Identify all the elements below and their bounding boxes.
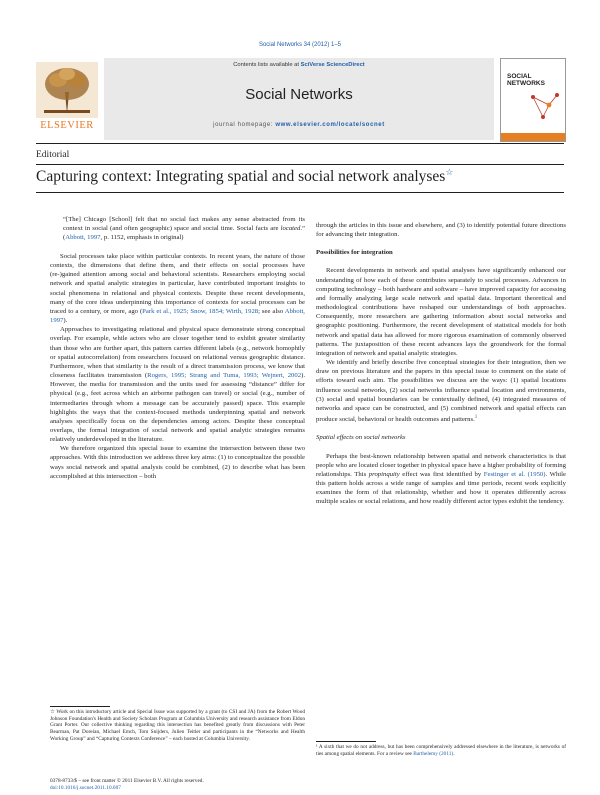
journal-title: Social Networks — [245, 86, 353, 103]
paragraph: Recent developments in network and spatial analyses have significantly enhanced our understanding of how each of these contributes separately to social processes. Advances in computing technology – both hardware and software – have improved capacity for accessing and formally analyzing large scale network and spatial data. Important theoretical and methodological contributions have reshaped our understandings of both approaches. Consequently, more researchers are gathering information about social networks and geographic positioning. Furthermore, the recent development of statistical models for both network and spatial data has allowed for more rigorous examination of commonly observed patterns. The juxtaposition of these recent advances lays the groundwork for the formal integration of network and spatial analytic strategies. — [316, 267, 566, 357]
paragraph: Perhaps the best-known relationship between spatial and network characteristics is that people who are located closer together in physical space have a higher probability of forming relationships. This propinquity effect was first identified by Festinger et al. (1950). While this pattern holds across a wide range of samples and time periods, recent work explicitly examines the form of that relationship, whether and how it operates differently across multiple scales or social relations, and how readily different actor types exhibit the tendency. — [316, 452, 566, 506]
right-column — [316, 221, 566, 506]
homepage-link[interactable]: www.elsevier.com/locate/socnet — [275, 122, 385, 128]
citation-link[interactable]: Abbott, 1997 — [50, 307, 305, 325]
citation-link[interactable]: Rogers, 1995; Strang and Tuma, 1993; Wejnert, 2002 — [147, 372, 302, 380]
header-rule — [36, 143, 564, 144]
footnote-rule — [50, 706, 110, 707]
citation-link[interactable]: Festinger et al. (1950) — [483, 470, 546, 478]
section-label: Editorial — [36, 150, 70, 160]
paragraph: We therefore organized this special issue to examine the intersection between these two approaches. With this introduction we address three key aims: (1) to conceptualize the possible ways social network and spatial analysis could be combined, (2) to describe what has been accomplished at this intersection – both — [50, 445, 305, 480]
title-rule — [36, 192, 564, 193]
cover-network-graphic — [529, 91, 561, 121]
contents-availability — [104, 62, 494, 68]
journal-citation: Social Networks 34 (2012) 1–5 — [258, 42, 342, 48]
subsection-heading: Spatial effects on social networks — [316, 434, 406, 442]
homepage-prefix: journal homepage: — [213, 122, 276, 128]
publisher-wordmark: ELSEVIER — [40, 120, 94, 131]
issn-line: 0378-8733/$ – see front matter © 2011 Elsevier B.V. All rights reserved. — [50, 778, 204, 784]
epigraph-quote: “[The] Chicago [School] felt that no social fact makes any sense abstracted from its context in social (and often geographic) space and social time. Social facts are located.” (Abbott, 1997, p. 1152, emphasis in original) — [63, 216, 305, 242]
journal-cover-thumbnail — [500, 58, 566, 142]
footnote-mark[interactable]: 1 — [474, 414, 478, 420]
section-rule — [36, 164, 564, 165]
contents-prefix: Contents lists available at — [233, 62, 301, 68]
section-heading: Possibilities for integration — [316, 249, 393, 257]
doi-link[interactable]: doi:10.1016/j.socnet.2011.10.007 — [50, 785, 121, 791]
footnote-1: ¹ A sixth that we do not address, but has been comprehensively addressed elsewhere in the literature, is networks of ties among spatial elements. For a review see Barthelemy (2011). — [316, 744, 566, 757]
citation-link[interactable]: Park et al., 1925; Snow, 1854; Wirth, 1928 — [142, 307, 259, 315]
title-footnote-mark[interactable]: ☆ — [445, 167, 454, 177]
paragraph: We identify and briefly describe five conceptual strategies for their integration, then we draw on previous literature and the papers in this special issue to comment on the state of efforts toward each aim. The possibilities we discuss are the ways: (1) spatial locations influence social networks, (2) social networks influence spatial location and environments, (3) social and spatial boundaries can be contextually defined, (4) integrated measures of networks and space can be constructed, and (5) combined network and spatial effects can produce social, behavioral or health outcomes and patterns.$^1$ — [316, 359, 566, 424]
cover-title: SOCIAL NETWORKS — [507, 73, 545, 87]
paragraph: Social processes take place within particular contexts. In recent years, the nature of those contexts, the dimensions that define them, and their effects on social processes have (re-)gained attention among social and behavioral scientists. Researchers employing social network and spatial analytic strategies in particular, have contributed important insights to social phenomena in relational and physical contexts. Despite these recent developments, many of the core ideas underpinning this importance of contexts for social processes can be traced to a century, or more, ago (Park et al., 1925; Snow, 1854; Wirth, 1928; see also Abbott, 1997). — [50, 253, 305, 325]
abbott-citation-link[interactable]: Abbott, 1997 — [65, 234, 101, 242]
left-column — [50, 252, 305, 481]
paragraph: Approaches to investigating relational and physical space demonstrate strong conceptual overlap. For example, while actors who are closer together tend to exhibit greater similarity than those who are further apart, this pattern carries different labels (e.g., network homophily or spatial autocorrelation) from researchers focused on relational versus geographic distance. Furthermore, when that similarity is the result of a direct transmission process, we know that closeness facilitates transmission (Rogers, 1995; Strang and Tuma, 1993; Wejnert, 2002). However, the media for transmission and the units used for assessing “distance” differ for physical (e.g., feet across which an airborne pathogen can travel) or social (e.g., number of intermediaries through whom a message can be accurately passed) space. This example highlights the ways that the context-focused methods underpinning spatial and network analyses specifically focus on the dependencies among actors. Despite these conceptual overlaps, the formal integration of social network and spatial analytic strategies remains relatively underdeveloped in the literature. — [50, 326, 305, 444]
citation-link[interactable]: Barthelemy (2011) — [413, 750, 454, 757]
article-title — [36, 167, 453, 186]
paragraph: through the articles in this issue and elsewhere, and (3) to identify potential future directions for advancing their integration. — [316, 222, 566, 239]
sciencedirect-link[interactable]: SciVerse ScienceDirect — [300, 62, 365, 68]
journal-homepage — [104, 122, 494, 128]
footnote-rule — [316, 741, 376, 742]
footnote-acknowledgement: ☆ Work on this introductory article and Special Issue was supported by a grant (to CSI and JA) from the Robert Wood Johnson Foundation's Health and Society Scholars Program at Columbia University and research assistance from Eldon Grant Porter. Our collective thinking regarding this intersection has benefited greatly from discussions with Peter Bearman, Pat Doreian, Michael Emch, Tom Snijders, Julien Teitler and participants in the “Networks and Health Working Group” and “Capturing Contexts Conference” – each hosted at Columbia University. — [50, 709, 305, 742]
article-title-text: Capturing context: Integrating spatial and social network analyses — [36, 168, 446, 186]
